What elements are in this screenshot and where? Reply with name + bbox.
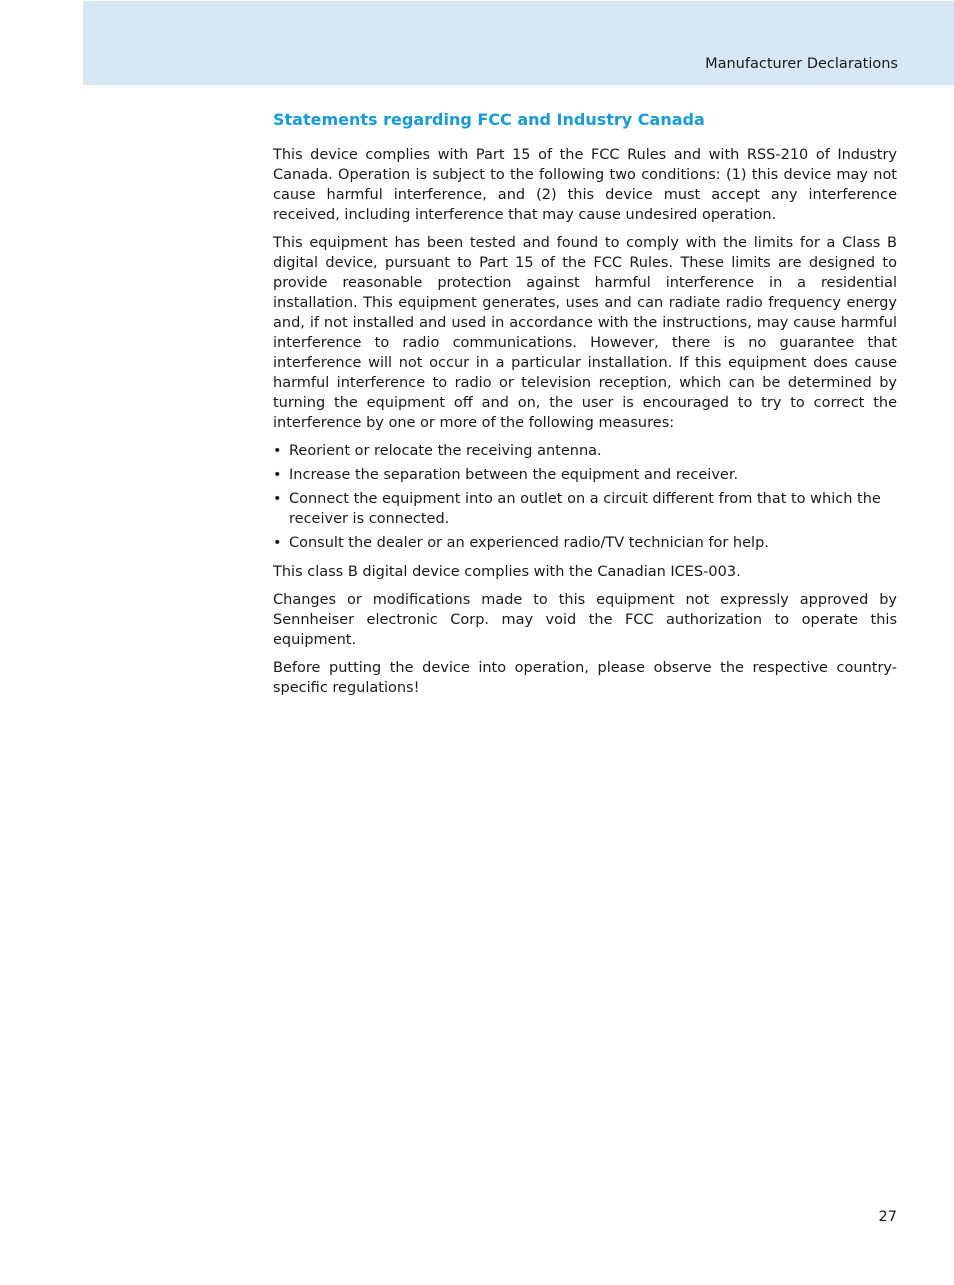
main-content: [273, 108, 897, 706]
list-item: [273, 533, 897, 553]
bullet-icon: •: [273, 491, 282, 507]
paragraph-regulations: Before putting the device into operation, please observe the respective country-specific regulations!: [273, 660, 897, 696]
list-item-text: Reorient or relocate the receiving antenna.: [289, 443, 602, 459]
page-number: 27: [878, 1209, 897, 1225]
paragraph-compliance: This device complies with Part 15 of the FCC Rules and with RSS-210 of Industry Canada. Operation is subject to the following two conditions: (1) this device may not cause harmful interference, and (2) this device must accept any interference received, including interference that may cause undesired operation.: [273, 147, 897, 223]
list-item-text: Consult the dealer or an experienced radio/TV technician for help.: [289, 535, 769, 551]
section-heading: Statements regarding FCC and Industry Canada: [273, 110, 705, 129]
measures-list: [273, 441, 897, 553]
list-item-text: Connect the equipment into an outlet on a circuit different from that to which the receiver is connected.: [289, 491, 881, 527]
list-item: [273, 465, 897, 485]
header-band: [83, 1, 954, 85]
list-item-text: Increase the separation between the equipment and receiver.: [289, 467, 739, 483]
bullet-icon: •: [273, 535, 282, 551]
running-header-title: Manufacturer Declarations: [705, 56, 898, 72]
paragraph-modifications: Changes or modifications made to this equipment not expressly approved by Sennheiser electronic Corp. may void the FCC authorization to operate this equipment.: [273, 592, 897, 648]
list-item: [273, 441, 897, 461]
bullet-icon: •: [273, 443, 282, 459]
list-item: [273, 489, 897, 529]
paragraph-ices-003: This class B digital device complies with the Canadian ICES-003.: [273, 564, 741, 580]
paragraph-class-b-testing: This equipment has been tested and found to comply with the limits for a Class B digital device, pursuant to Part 15 of the FCC Rules. These limits are designed to provide reasonable protection against harmful interference in a residential installation. This equipment generates, uses and can radiate radio frequency energy and, if not installed and used in accordance with the instructions, may cause harmful interference to radio communications. However, there is no guarantee that interference will not occur in a particular installation. If this equipment does cause harmful interference to radio or television reception, which can be determined by turning the equipment off and on, the user is encouraged to try to correct the interference by one or more of the following measures:: [273, 235, 897, 431]
bullet-icon: •: [273, 467, 282, 483]
